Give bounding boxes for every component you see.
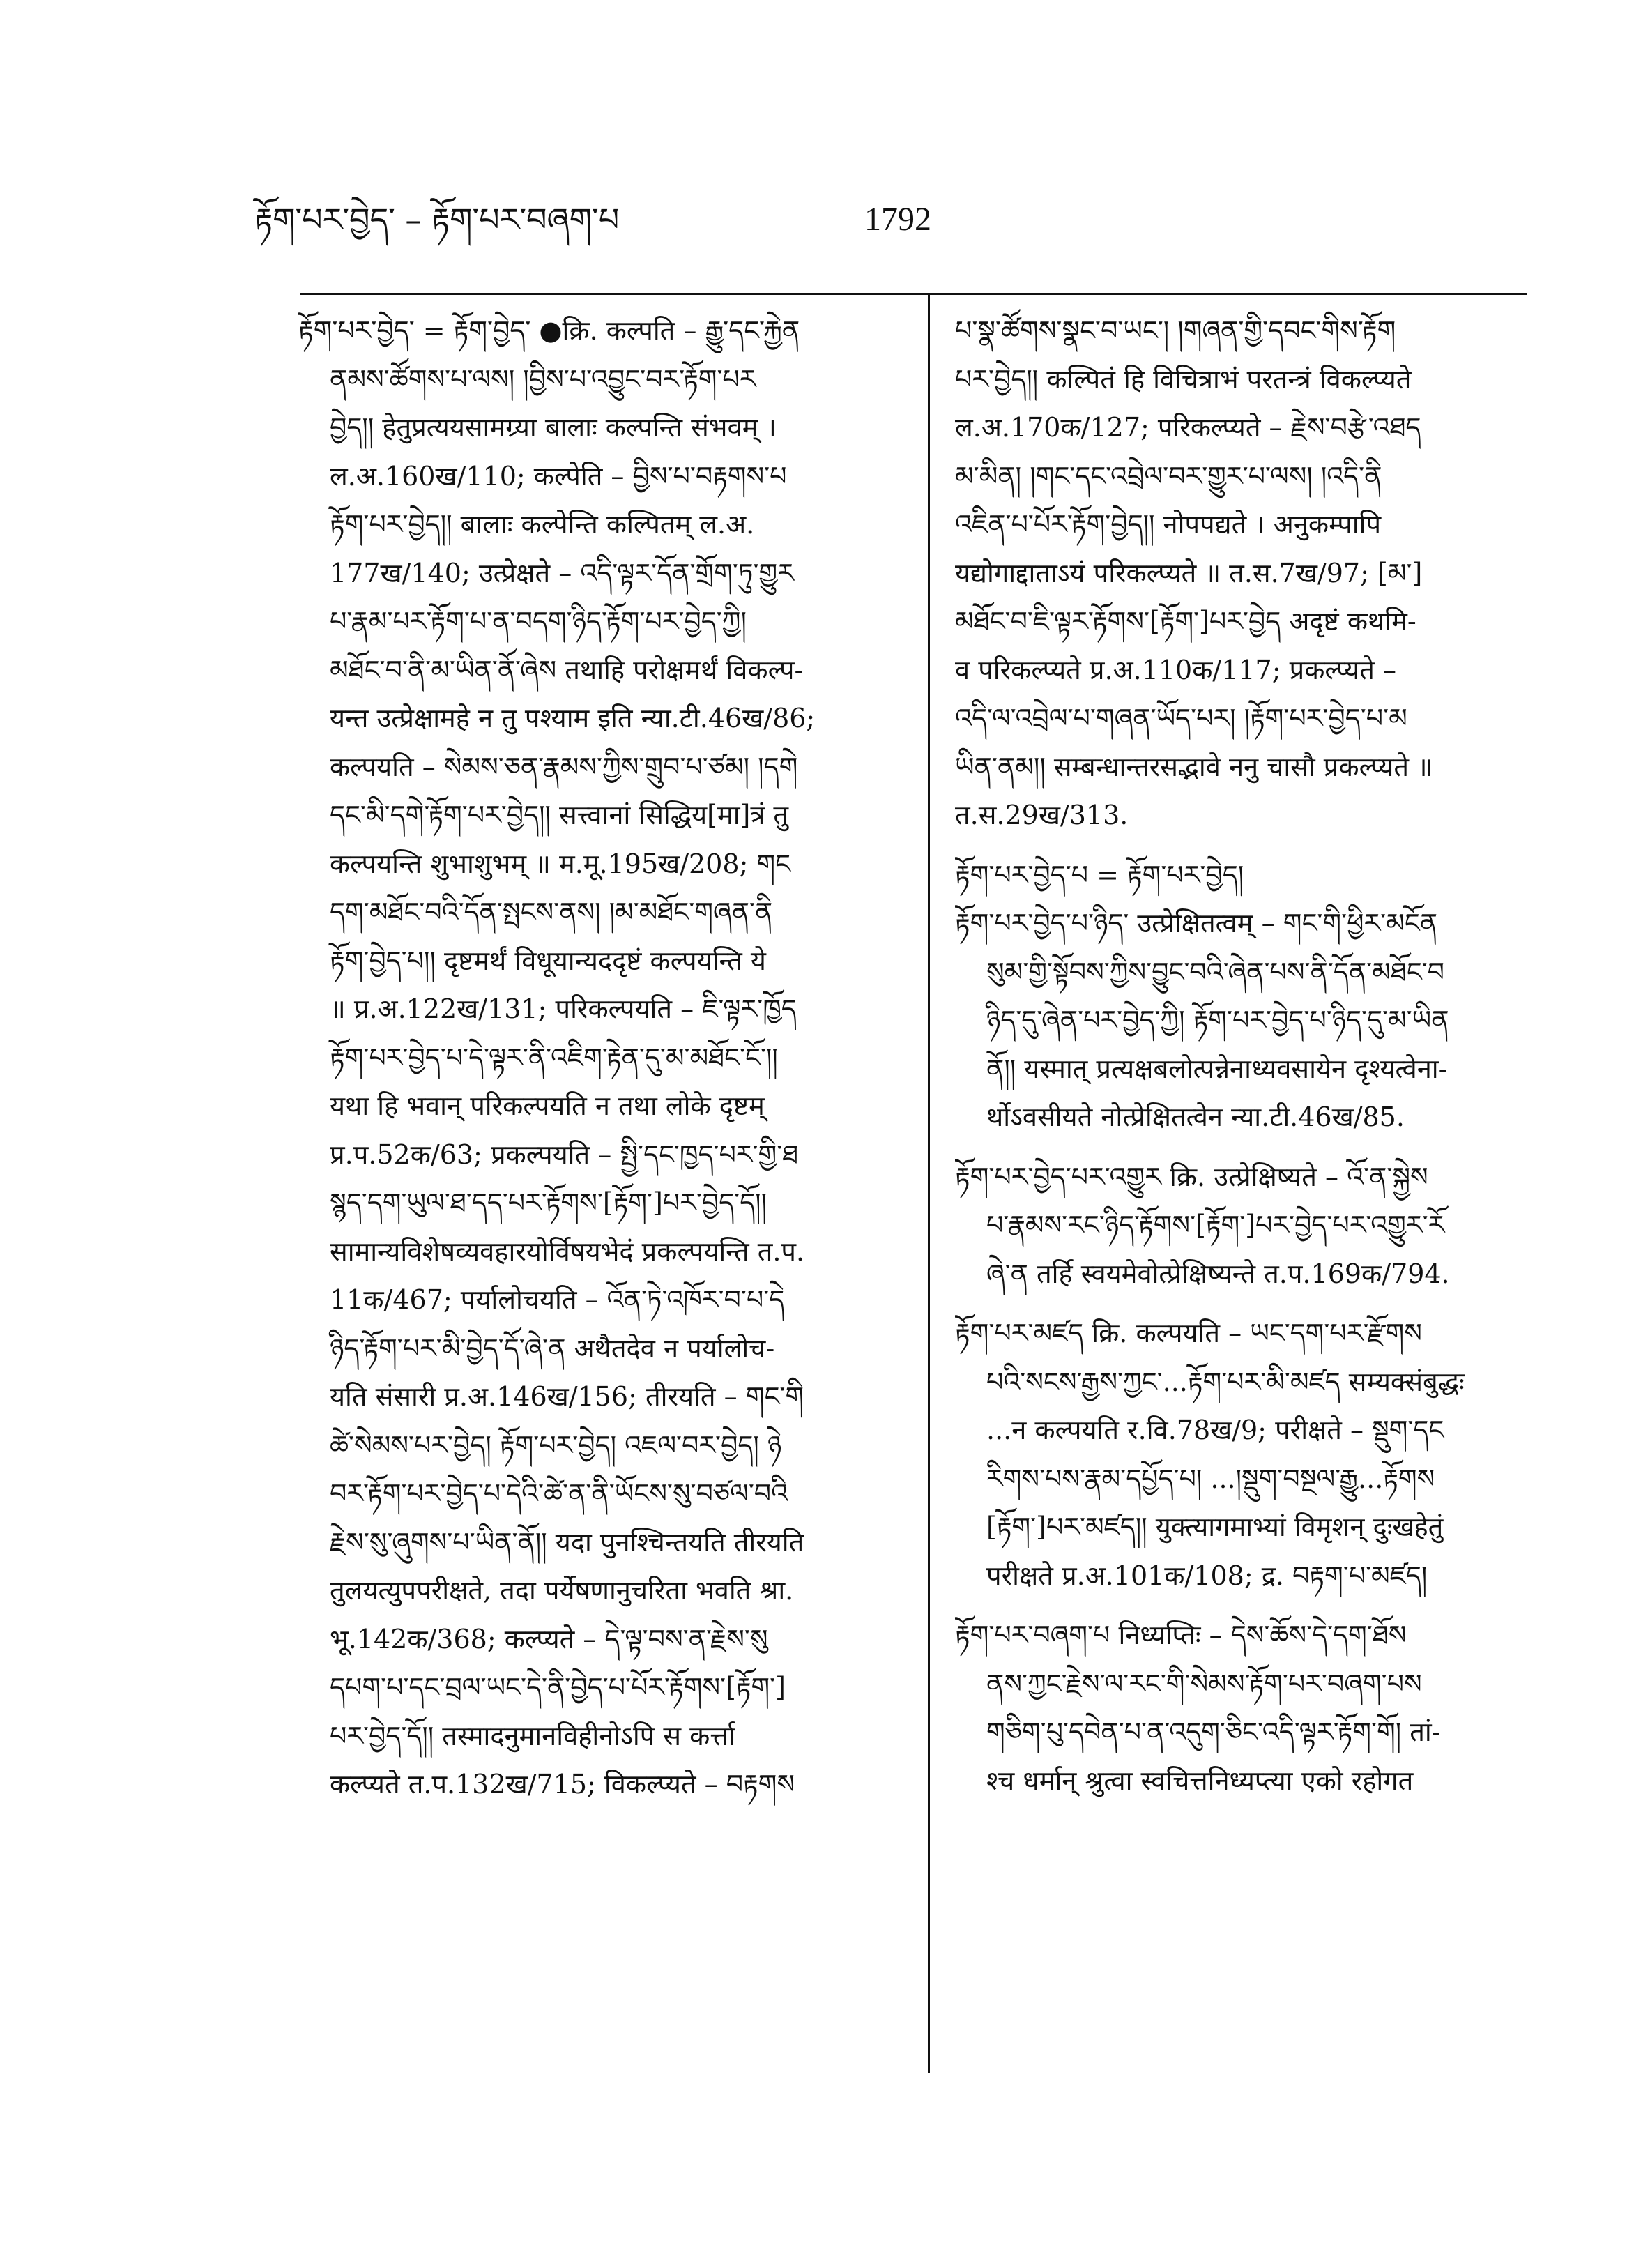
- entry-gap: [955, 840, 1534, 851]
- text-line: པར་བྱེད་དོ།། तस्मादनुमानविहीनोऽपि स कर्त्ता: [330, 1720, 735, 1751]
- entry-headword-line: ल.अ.170क/127; परिकल्प्यते – རྗེས་བརྩེ་འཐད: [955, 412, 1421, 443]
- text-line: [རྟོག་]པར་མཛད།། युक्त्यागमाभ्यां विमृशन् दुःखहेतुं: [986, 1512, 1444, 1542]
- text-line: यन्त उत्प्रेक्षामहे न तु पश्याम इति न्या.टी.46ख/86;: [330, 703, 816, 733]
- entry-headword-line: པ་སྣ་ཚོགས་སྣང་བ་ཡང་། །གཞན་གྱི་དབང་གིས་རྟོག: [955, 315, 1396, 346]
- text-line: པ་རྣམ་པར་རྟོག་པ་ན་བདག་ཉིད་རྟོག་པར་བྱེད་ཀྱི།: [330, 606, 747, 637]
- text-line: 11क/467; पर्यालोचयति – འོན་ཏེ་འཁོར་བ་པ་དེ: [330, 1284, 785, 1315]
- text-line: སྙད་དག་ཡུལ་ཐ་དད་པར་རྟོགས་[རྟོག་]པར་བྱེད་དོ།།: [330, 1187, 767, 1218]
- text-line: ཉིད་དུ་ཞེན་པར་བྱེད་ཀྱི། རྟོག་པར་བྱེད་པ་ཉིད་དུ་མ་ཡིན: [986, 1005, 1449, 1035]
- entry-headword-line: རྟོག་པར་བཞག་པ निध्यप्तिः – དེས་ཆོས་དེ་དག་ཐོས: [955, 1620, 1407, 1650]
- text-line: ल.अ.160ख/110; कल्पेति – བྱིས་པ་བརྟགས་པ: [330, 460, 787, 492]
- text-line: ཞེ་ན तर्हि स्वयमेवोत्प्रेक्षिष्यन्ते त.प.169क/794.: [986, 1258, 1450, 1289]
- text-line: र्थोऽवसीयते नोत्प्रेक्षितत्वेन न्या.टी.46ख/85.: [986, 1102, 1405, 1132]
- text-line: དག་མཐོང་བའི་དོན་སྤངས་ནས། །མ་མཐོང་གཞན་ནི: [330, 897, 773, 927]
- entry-gap: [955, 1142, 1534, 1153]
- entry-headword-line: व परिकल्प्यते प्र.अ.110क/117; प्रकल्प्यते –: [955, 654, 1396, 685]
- text-line: དཔག་པ་དང་བྲལ་ཡང་དེ་ནི་བྱེད་པ་པོར་རྟོགས་[རྟོག་]: [330, 1672, 786, 1703]
- text-line: तुलयत्युपपरीक्षते, तदा पर्येषणानुचरिता भवति श्रा.: [330, 1575, 794, 1606]
- entry-headword-line: མ་མིན། །གང་དང་འབྲེལ་བར་གྱུར་པ་ལས། །འདི་ནི: [955, 460, 1382, 492]
- entry-headword-line: यद्योगाद्दाताऽयं परिकल्प्यते ॥ त.स.7ख/97; [མ་]: [955, 557, 1423, 588]
- page-number: 1792: [864, 201, 931, 238]
- entry-headword-line: རྟོག་པར་མཛད क्रि. कल्पयति – ཡང་དག་པར་རྫོགས: [955, 1318, 1422, 1348]
- text-line: དང་མི་དགེ་རྟོག་པར་བྱེད།། सत्त्वानां सिद्धिय[मा]त्रं तु: [330, 800, 789, 830]
- text-line: བར་རྟོག་པར་བྱེད་པ་དེའི་ཚེ་ན་ནི་ཡོངས་སུ་བཙལ་བའི: [330, 1478, 788, 1509]
- text-line: ...न कल्पयति र.वि.78ख/9; परीक्षते – སྡུག་དང: [986, 1415, 1444, 1445]
- text-line: རིགས་པས་རྣམ་དཔྱོད་པ། ...།སྡུག་བསྔལ་རྒྱུ...རྟོགས: [986, 1463, 1435, 1494]
- text-line: कल्पयन्ति शुभाशुभम् ॥ म.मू.195ख/208; གང: [330, 848, 791, 879]
- text-line: यति संसारी प्र.अ.146ख/156; तीरयति – གང་གི: [330, 1381, 804, 1412]
- text-line: भू.142क/368; कल्प्यते – དེ་ལྟ་བས་ན་རྗེས་སུ: [330, 1623, 768, 1654]
- text-line: པ་རྣམས་རང་ཉིད་རྟོགས་[རྟོག་]པར་བྱེད་པར་འགྱུར་རོ: [986, 1210, 1445, 1240]
- entry-gap: [955, 1298, 1534, 1309]
- entry-headword-line: རྟོག་པར་བྱེད་པ་ཉིད་ उत्प्रेक्षितत्वम् – གང་གི་ཕྱིར་མངོན: [955, 908, 1438, 938]
- entry-headword-line: རྟོག་པར་བྱེད་ = རྟོག་བྱེད་ ●क्रि. कल्पति – རྒྱུ་དང་རྐྱེན: [298, 315, 800, 346]
- text-line: རྟོག་པར་བྱེད་པ་དེ་ལྟར་ནི་འཇིག་རྟེན་དུ་མ་མཐོང་ངོ་།།: [330, 1042, 778, 1073]
- entry-gap: [955, 1600, 1534, 1611]
- text-line: ནས་ཀྱང་རྗེས་ལ་རང་གི་སེམས་རྟོག་པར་བཞག་པས: [986, 1668, 1422, 1699]
- entry-headword-line: ཡིན་ནམ།། सम्बन्धान्तरसद्भावे ननु चासौ प्रकल्प्यते ॥: [955, 751, 1433, 782]
- right-column: [955, 307, 1534, 1805]
- text-line: कल्प्यते त.प.132ख/715; विकल्प्यते – བརྟགས: [330, 1769, 795, 1799]
- text-line: རྗེས་སུ་ཞུགས་པ་ཡིན་ནོ།། यदा पुनश्चिन्तयति तीरयति: [330, 1526, 804, 1558]
- text-line: ཉིད་རྟོག་པར་མི་བྱེད་དོ་ཞེ་ན अथैतदेव न पर्यालोच-: [330, 1332, 775, 1364]
- left-column: [298, 307, 912, 1809]
- running-title: རྟོག་པར་བྱེད་ – རྟོག་པར་བཞག་པ: [254, 201, 620, 238]
- text-line: རྟོག་པར་བྱེད།། बालाः कल्पेन्ति कल्पितम् ल.अ.: [330, 509, 755, 540]
- text-line: ॥ प्र.अ.122ख/131; परिकल्पयति – ཇི་ལྟར་ཁྱོད: [330, 994, 797, 1024]
- column-divider: [928, 295, 930, 2073]
- entry-headword-line: त.स.29ख/313.: [955, 800, 1129, 830]
- text-line: परीक्षते प्र.अ.101क/108; द्र. བརྟག་པ་མཛད།: [986, 1560, 1428, 1591]
- text-line: सामान्यविशेषव्यवहारयोर्विषयभेदं प्रकल्पयन्ति त.प.: [330, 1235, 805, 1267]
- text-line: བྱེད།། हेतुप्रत्ययसामग्र्या बालाः कल्पन्ति संभवम् ।: [330, 412, 777, 443]
- entry-headword-line: རྟོག་པར་བྱེད་པར་འགྱུར क्रि. उत्प्रेक्षिष्यते – འོ་ན་སྐྱེས: [955, 1161, 1428, 1192]
- entry-headword-line: འདི་ལ་འབྲེལ་པ་གཞན་ཡོད་པར། །རྟོག་པར་བྱེད་པ་མ: [955, 703, 1407, 733]
- text-line: མཐོང་བ་ནི་མ་ཡིན་ནོ་ཞེས तथाहि परोक्षमर्थं विकल्प-: [330, 654, 804, 685]
- text-line: རྟོག་བྱེད་པ།། दृष्टमर्थं विधूयान्यददृष्टं कल्पयन्ति ये: [330, 945, 766, 976]
- text-line: प्र.प.52क/63; प्रकल्पयति – སྤྱི་དང་ཁྱད་པར་གྱི་ཐ: [330, 1139, 799, 1170]
- text-line: ནོ།། यस्मात् प्रत्यक्षबलोत्पन्नेनाध्यवसायेन दृश्यत्वेना-: [986, 1053, 1448, 1084]
- text-line: यथा हि भवान् परिकल्पयति न तथा लोके दृष्टम्: [330, 1090, 765, 1121]
- text-line: གཅིག་པུ་དབེན་པ་ན་འདུག་ཅིང་འདི་ལྟར་རྟོག་གོ། तां-: [986, 1717, 1441, 1747]
- text-line: ནམས་ཚོགས་པ་ལས། །བྱིས་པ་འབྱུང་བར་རྟོག་པར: [330, 363, 756, 395]
- text-line: ཚེ་སེམས་པར་བྱེད། རྟོག་པར་བྱེད། འཇལ་བར་བྱེད། ཉེ: [330, 1429, 782, 1461]
- entry-headword-line: མཐོང་བ་ཇི་ལྟར་རྟོགས་[རྟོག་]པར་བྱེད अदृष्टं कथमि-: [955, 606, 1416, 637]
- header-rule: [300, 293, 1527, 295]
- text-line: कल्पयति – སེམས་ཅན་རྣམས་ཀྱིས་གྲུབ་པ་ཙམ། །དགེ: [330, 751, 798, 782]
- text-line: པའི་སངས་རྒྱས་ཀྱང་...རྟོག་པར་མི་མཛད सम्यक्संबुद्धः: [986, 1366, 1465, 1397]
- entry-headword-line: རྟོག་པར་བྱེད་པ = རྟོག་པར་བྱེད།: [955, 859, 1244, 890]
- entry-headword-line: འཇིན་པ་པོར་རྟོག་བྱེད།། नोपपद्यते । अनुकम्पापि: [955, 509, 1382, 540]
- entry-headword-line: པར་བྱེད།། कल्पितं हि विचित्राभं परतन्त्रं विकल्प्यते: [955, 363, 1412, 395]
- text-line: श्च धर्मान् श्रुत्वा स्वचित्तनिध्यप्त्या एको रहोगत: [986, 1765, 1414, 1796]
- text-line: སུམ་གྱི་སྟོབས་ཀྱིས་བྱུང་བའི་ཞེན་པས་ནི་དོན་མཐོང་བ: [986, 956, 1445, 987]
- text-line: 177ख/140; उत्प्रेक्षते – འདི་ལྟར་དོན་གྲོག་ཏུ་གྱུར: [330, 557, 794, 588]
